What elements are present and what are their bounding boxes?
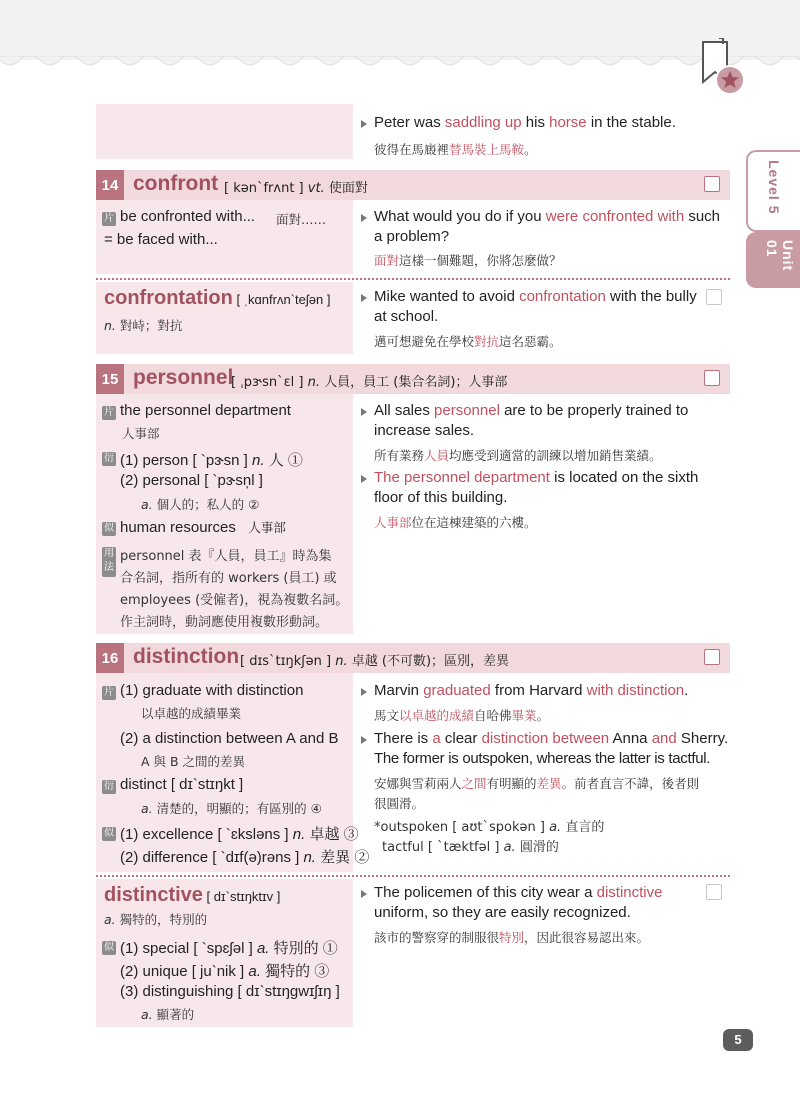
example-sentence: There is a clear distinction between Anna and Sherry. [374, 730, 729, 747]
similar-word: (1) special [ `spɛʃəl ] a. 特別的 ① [120, 940, 338, 957]
related-word: (2) personal [ `pɝsn̩l ] [120, 472, 263, 489]
example-sentence-cont: The former is outspoken, whereas the latter is tactful. [374, 750, 711, 767]
usage-note: 作主詞時，動詞應使用複數形動詞。 [120, 615, 329, 630]
related-word-meaning: a. 個人的；私人的 ② [141, 497, 260, 512]
similar-word: (1) excellence [ `ɛksləns ] n. 卓越 ③ [120, 826, 359, 843]
phrase-translation: A 與 B 之間的差異 [141, 754, 246, 769]
example-sentence: Marvin graduated from Harvard with distinction. [374, 682, 689, 699]
synonym: = be faced with... [104, 231, 218, 248]
example-arrow-icon [361, 294, 367, 302]
example-arrow-icon [361, 120, 367, 128]
divider [96, 278, 730, 280]
phrase-icon: 片 [104, 213, 114, 224]
similar-word: (2) difference [ `dɪf(ə)rəns ] n. 差異 ② [120, 849, 370, 866]
example-arrow-icon [361, 890, 367, 898]
similar-word-meaning: a. 顯著的 [141, 1007, 195, 1022]
related-word-icon: 衍 [104, 453, 114, 464]
example-arrow-icon [361, 475, 367, 483]
entry-number: 16 [96, 643, 124, 673]
example-translation: 所有業務人員均應受到適當的訓練以增加銷售業績。 [374, 448, 662, 463]
similar-word-icon: 似 [104, 942, 114, 953]
similar-word: (2) unique [ ju`nik ] a. 獨特的 ③ [120, 963, 330, 980]
related-word: (1) person [ `pɝsn ] n. 人 ① [120, 452, 303, 469]
similar-word-icon: 似 [104, 828, 114, 839]
example-translation: 該市的警察穿的制服很特別，因此很容易認出來。 [374, 930, 650, 945]
entry-header [96, 170, 730, 200]
usage-note: 合名詞，指所有的 workers (員工) 或 [120, 571, 337, 586]
review-checkbox[interactable] [706, 289, 722, 305]
top-band [0, 0, 800, 60]
phrase: (2) a distinction between A and B [120, 730, 339, 747]
page-number: 5 [723, 1029, 753, 1051]
example-arrow-icon [361, 408, 367, 416]
example-translation: 馬文以卓越的成績自哈佛畢業。 [374, 708, 550, 723]
related-word-meaning: a. 清楚的，明顯的；有區別的 ④ [141, 801, 322, 816]
review-checkbox[interactable] [704, 370, 720, 386]
left-panel [96, 104, 353, 159]
derived-meaning: a. 獨特的，特別的 [104, 912, 208, 927]
example-translation-cont: 很圓滑。 [374, 796, 425, 811]
headword-info: [ dɪs`tɪŋkʃən ] n. 卓越 (不可數)；區別，差異 [240, 654, 510, 669]
phrase-translation: 人事部 [122, 426, 160, 441]
example-translation: 人事部位在這棟建築的六樓。 [374, 515, 537, 530]
phrase: be confronted with... [120, 208, 256, 225]
headword: personnel [133, 366, 234, 389]
usage-note: personnel 表『人員，員工』時為集 [120, 549, 332, 564]
example-sentence-cont: a problem? [374, 228, 450, 245]
example-translation: 安娜與雪莉兩人之間有明顯的差異。前者直言不諱，後者則 [374, 776, 700, 791]
headword-info: [ ˌpɝsn`ɛl ] n. 人員，員工 (集合名詞)；人事部 [231, 375, 508, 390]
sidebar-unit-label: Unit 01 [764, 240, 796, 272]
review-checkbox[interactable] [704, 176, 720, 192]
sidebar-level-tab[interactable] [746, 150, 800, 232]
phrase: the personnel department [120, 402, 291, 419]
example-sentence: Peter was saddling up his horse in the stable. [374, 114, 676, 131]
usage-icon: 用法 [102, 547, 116, 577]
example-sentence: The policemen of this city wear a distinctive [374, 884, 663, 901]
review-checkbox[interactable] [704, 649, 720, 665]
example-translation: 面對這樣一個難題，你將怎麼做？ [374, 253, 562, 268]
phrase-icon: 片 [104, 407, 114, 418]
entry-header [96, 364, 730, 394]
entry-header [96, 643, 730, 673]
example-sentence-cont: increase sales. [374, 422, 475, 439]
example-sentence-cont: uniform, so they are easily recognized. [374, 904, 631, 921]
derived-meaning: n. 對峙；對抗 [104, 318, 183, 333]
phrase-translation: 以卓越的成績畢業 [141, 706, 242, 721]
similar-word: human resources 人事部 [120, 519, 286, 536]
vocab-note: *outspoken [ aʊt`spokən ] a. 直言的 [374, 820, 605, 835]
related-word-icon: 衍 [104, 781, 114, 792]
phrase: (1) graduate with distinction [120, 682, 304, 699]
example-sentence-cont: at school. [374, 308, 439, 325]
derived-headword: distinctive [ dɪ`stɪŋktɪv ] [104, 884, 281, 906]
headword: confront [133, 172, 219, 195]
usage-note: employees (受僱者)，視為複數名詞。 [120, 593, 349, 608]
example-sentence: The personnel department is located on the sixth [374, 469, 699, 486]
related-word: distinct [ dɪ`stɪŋkt ] [120, 776, 244, 793]
entry-number: 15 [96, 364, 124, 394]
similar-word-icon: 似 [104, 523, 114, 534]
example-translation: 邁可想避免在學校對抗這名惡霸。 [374, 334, 562, 349]
example-sentence-cont: floor of this building. [374, 489, 508, 506]
top-wave-border [0, 56, 800, 70]
example-arrow-icon [361, 736, 367, 744]
vocab-note: tactful [ `tæktfəl ] a. 圓滑的 [382, 840, 559, 855]
similar-word: (3) distinguishing [ dɪ`stɪŋgwɪʃɪŋ ] [120, 983, 340, 1000]
example-sentence: Mike wanted to avoid confrontation with the bully [374, 288, 697, 305]
example-translation: 彼得在馬廄裡替馬裝上馬鞍。 [374, 142, 537, 157]
phrase-translation: 面對…… [276, 212, 327, 227]
sidebar-level-label: Level 5 [766, 160, 782, 215]
sidebar-unit-tab[interactable] [746, 232, 800, 288]
phrase-icon: 片 [104, 687, 114, 698]
example-arrow-icon [361, 688, 367, 696]
review-checkbox[interactable] [706, 884, 722, 900]
example-arrow-icon [361, 214, 367, 222]
example-sentence: What would you do if you were confronted with such [374, 208, 721, 225]
bookmark-star-icon [697, 38, 749, 100]
headword: distinction [133, 645, 240, 668]
divider [96, 875, 730, 877]
entry-number: 14 [96, 170, 124, 200]
example-sentence: All sales personnel are to be properly trained to [374, 402, 689, 419]
headword-info: [ kən`frʌnt ] vt. 使面對 [224, 181, 368, 196]
derived-headword: confrontation [ ˌkɑnfrʌn`teʃən ] [104, 287, 331, 309]
